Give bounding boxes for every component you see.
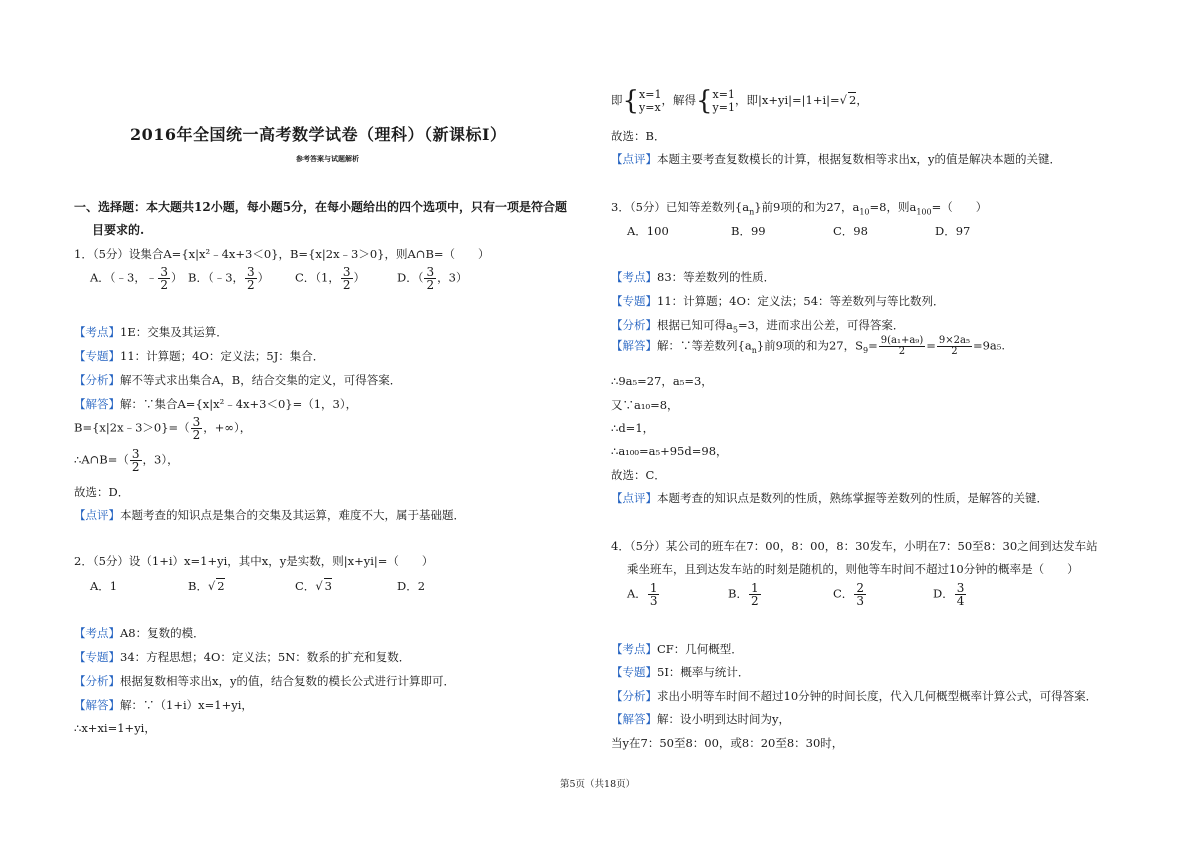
q1-option-a-close: ） — [171, 270, 183, 285]
q1-jieda3-fraction — [130, 448, 142, 473]
q3-stem — [611, 199, 987, 216]
q1-jieda-text: 解：∵集合A={x|x²﹣4x+3＜0}=（1，3）， — [120, 397, 358, 411]
q3-option-b: B．99 — [731, 224, 766, 238]
q1-option-b-text: B．（﹣3， — [188, 270, 245, 285]
tag-dianping: 【点评】 — [74, 508, 120, 522]
tag-jieda: 【解答】 — [74, 397, 120, 411]
q2-jieda-text: 解：∵（1+i）x=1+yi， — [120, 698, 253, 712]
q1-option-a-fraction — [158, 266, 170, 291]
q4-option-c-fraction — [854, 582, 866, 607]
q2-dianping-text: 本题主要考查复数模长的计算，根据复数相等求出x，y的值是解决本题的关键． — [657, 152, 1061, 166]
q3-stem-sub3: 100 — [916, 207, 932, 217]
q2-option-b: B．√ 2 — [188, 579, 225, 593]
q3-jieda-end: =9a₅. — [972, 338, 1006, 353]
frac-denominator: 2 — [131, 460, 140, 474]
q1-jieda2-pre: B={x|2x﹣3＞0}=（ — [74, 420, 190, 435]
q1-option-c-text: C．（1， — [295, 270, 340, 285]
q3-dianping — [611, 490, 1048, 506]
q3-jieda-fraction-1 — [879, 336, 926, 357]
q4-option-d-label: D． — [933, 586, 954, 601]
q4-jieda-text: 解：设小明到达时间为y， — [657, 712, 790, 726]
q4-kaodian-text: CF：几何概型． — [657, 642, 743, 656]
frac-numerator: 3 — [160, 265, 169, 279]
frac-numerator: 3 — [131, 447, 140, 461]
q1-option-d — [397, 266, 467, 291]
q1-option-b — [188, 266, 269, 291]
tag-jieda: 【解答】 — [74, 698, 120, 712]
q3-fenxi-b: =3，进而求出公差，可得答案． — [737, 318, 905, 332]
q1-zhuanti-text: 11：计算题；4O：定义法；5J：集合． — [120, 349, 325, 363]
q1-zhuanti — [74, 348, 324, 364]
q3-jieda: 【解答】解：∵等差数列$\{a_n\}$前9项的和为27，$S_9=$ $\frac{\text{9(a₁+a₉)}}{2}$ = $\frac{\text{9×2a₅}}{2}$ =9a₅. — [611, 335, 1006, 357]
q4-kaodian — [611, 641, 743, 657]
tag-fenxi: 【分析】 — [74, 373, 120, 387]
q3-zhuanti-text: 11：计算题；4O：定义法；54：等差数列与等比数列． — [657, 294, 945, 308]
q2-option-c-label: C． — [295, 579, 316, 593]
section-heading-cont: 目要求的. — [92, 223, 145, 237]
q2-option-b-label: B． — [188, 579, 208, 593]
q4-stem-line1: 4．（5分）某公司的班车在7：00，8：00，8：30发车，小明在7：50至8：30之间到达发车站 — [611, 539, 1098, 553]
q4-option-d-fraction — [955, 582, 967, 607]
q3-option-c: C．98 — [833, 224, 868, 238]
q2-system-1 — [639, 88, 661, 114]
q1-jieda3-post: ，3）， — [142, 452, 179, 467]
frac-numerator: 3 — [426, 265, 435, 279]
q1-dianping-text: 本题考查的知识点是集合的交集及其运算，难度不大，属于基础题． — [120, 508, 465, 522]
tag-kaodian: 【考点】 — [611, 270, 657, 284]
q3-stem-d: =（ ） — [931, 200, 988, 214]
q1-fenxi-text: 解不等式求出集合A，B，结合交集的定义，可得答案． — [120, 373, 402, 387]
q1-answer: 故选：D． — [74, 485, 130, 499]
q3-fenxi — [611, 317, 904, 334]
q1-kaodian-text: 1E：交集及其运算． — [120, 325, 228, 339]
tag-zhuanti: 【专题】 — [611, 294, 657, 308]
q1-option-b-fraction — [245, 266, 257, 291]
q4-option-c-label: C． — [833, 586, 854, 601]
q2-jieda — [74, 697, 253, 713]
frac-denominator: 4 — [956, 594, 965, 608]
q2-option-d: D．2 — [397, 579, 426, 593]
q1-option-b-close: ） — [257, 270, 270, 285]
frac-denominator: 2 — [247, 278, 255, 292]
q1-stem: 1．（5分）设集合A={x|x²﹣4x+3＜0}，B={x|2x﹣3＞0}，则A∩B=（ ） — [74, 247, 490, 261]
q1-fenxi — [74, 372, 401, 388]
q1-jieda3-pre: ∴A∩B=（ — [74, 452, 129, 467]
q1-option-a — [90, 266, 183, 291]
q1-option-d-post: ，3） — [437, 270, 468, 285]
q2-stem: 2．（5分）设（1+i）x=1+yi，其中x，y是实数，则|x+yi|=（ ） — [74, 554, 434, 568]
q2-zhuanti — [74, 649, 410, 665]
tag-zhuanti: 【专题】 — [74, 349, 120, 363]
tag-kaodian: 【考点】 — [74, 325, 120, 339]
q2-cont-pre: 即 — [611, 93, 623, 107]
q2-cont-post: ，即|x+yi|=|1+i|= — [734, 93, 840, 107]
frac-denominator: 2 — [898, 346, 906, 357]
q3-line2: ∴9a₅=27，a₅=3， — [611, 374, 713, 388]
q2-option-c: C．√ 3 — [295, 579, 332, 593]
q3-jieda-sub2: 9 — [863, 345, 869, 355]
tag-fenxi: 【分析】 — [611, 318, 657, 332]
q4-option-d — [933, 582, 967, 607]
q3-option-a: A．100 — [627, 224, 669, 238]
q3-stem-sub1: n — [749, 207, 755, 217]
page-subtitle: 参考答案与试题解析 — [296, 154, 359, 163]
q1-jieda-line2 — [74, 416, 251, 441]
frac-numerator: 3 — [247, 265, 255, 279]
frac-numerator: 9(a₁+a₉) — [880, 335, 924, 346]
frac-denominator: 3 — [649, 594, 658, 608]
q4-option-a — [627, 582, 660, 607]
frac-denominator: 2 — [160, 278, 169, 292]
q3-line5: ∴a₁₀₀=a₅+95d=98， — [611, 444, 728, 458]
q3-line4: ∴d=1， — [611, 421, 655, 435]
q2-option-a: A．1 — [90, 579, 118, 593]
q3-kaodian — [611, 269, 775, 285]
q1-dianping — [74, 507, 465, 523]
q4-fenxi-text: 求出小明等车时间不超过10分钟的时间长度，代入几何概型概率计算公式，可得答案． — [657, 689, 1098, 703]
q1-option-c-close: ） — [353, 270, 366, 285]
q1-jieda2-fraction — [191, 416, 203, 441]
q2-sys2-eq1: x=1 — [712, 88, 735, 101]
frac-numerator: 2 — [856, 581, 864, 595]
q3-stem-sub2: 10 — [859, 207, 870, 217]
q3-fenxi-a: 根据已知可得a — [657, 318, 733, 332]
tag-zhuanti: 【专题】 — [611, 665, 657, 679]
page-footer: 第5页（共18页） — [560, 779, 636, 790]
brace-icon: { — [695, 86, 713, 116]
q3-dianping-text: 本题考查的知识点是数列的性质，熟练掌握等差数列的性质，是解答的关键． — [657, 491, 1048, 505]
q1-option-d-fraction — [424, 266, 436, 291]
q2-cont-end: ， — [856, 93, 868, 107]
q1-kaodian — [74, 324, 228, 340]
q2-system-2 — [713, 88, 735, 114]
q3-answer: 故选：C． — [611, 468, 666, 482]
frac-denominator: 2 — [750, 594, 759, 608]
q3-stem-c: =8，则a — [869, 200, 917, 214]
q2-answer: 故选：B． — [611, 129, 666, 143]
q2-cont-radicand: 2 — [848, 93, 857, 107]
frac-denominator: 2 — [951, 346, 958, 357]
q2-jieda-line2: ∴x+xi=1+yi， — [74, 721, 156, 735]
q1-option-d-text: D．（ — [397, 270, 424, 285]
q4-option-b-label: B． — [728, 586, 748, 601]
q3-fenxi-sub: 5 — [732, 325, 738, 335]
q4-option-b-fraction — [749, 582, 761, 607]
tag-zhuanti: 【专题】 — [74, 650, 120, 664]
q2-dianping — [611, 151, 1061, 167]
frac-denominator: 2 — [426, 278, 435, 292]
q4-zhuanti — [611, 664, 749, 680]
q2-cont-mid: ，解得 — [661, 93, 696, 107]
page-title: 2016年全国统一高考数学试卷（理科）（新课标Ⅰ） — [130, 125, 507, 144]
tag-dianping: 【点评】 — [611, 152, 657, 166]
q3-option-d: D．97 — [935, 224, 971, 238]
frac-numerator: 1 — [750, 581, 759, 595]
tag-dianping: 【点评】 — [611, 491, 657, 505]
q1-option-c-fraction — [341, 266, 353, 291]
frac-denominator: 2 — [342, 278, 351, 292]
frac-denominator: 3 — [856, 594, 864, 608]
q1-jieda2-post: ，+∞）， — [203, 420, 252, 435]
q1-option-c — [295, 266, 365, 291]
frac-numerator: 3 — [342, 265, 351, 279]
q2-kaodian-text: A8：复数的模． — [120, 626, 205, 640]
q3-stem-a: 3．（5分）已知等差数列{a — [611, 200, 750, 214]
tag-jieda: 【解答】 — [611, 712, 657, 726]
q2-fenxi-text: 根据复数相等求出x，y的值，结合复数的模长公式进行计算即可． — [120, 674, 455, 688]
q4-option-b — [728, 582, 762, 607]
q2-cont-line: 即{ x=1 y=x ，解得{ x=1 y=1 ，即|x+yi|=|1+i|=√ 2， — [611, 86, 868, 116]
q3-jieda-b: }前9项的和为27，S — [756, 338, 863, 353]
q2-option-c-radicand: 3 — [324, 579, 332, 593]
frac-numerator: 9×2a₅ — [938, 335, 970, 346]
q1-jieda — [74, 396, 357, 412]
section-heading: 一、选择题：本大题共12小题，每小题5分，在每小题给出的四个选项中，只有一项是符合题 — [74, 200, 568, 214]
frac-numerator: 3 — [956, 581, 965, 595]
q2-kaodian — [74, 625, 205, 641]
q2-fenxi — [74, 673, 455, 689]
q3-kaodian-text: 83：等差数列的性质． — [657, 270, 776, 284]
q1-jieda-line3 — [74, 448, 179, 473]
q2-zhuanti-text: 34：方程思想；4O：定义法；5N：数系的扩充和复数． — [120, 650, 411, 664]
q3-jieda-fraction-2 — [937, 336, 972, 357]
frac-denominator: 2 — [192, 428, 201, 442]
q2-sys1-eq2: y=x — [639, 101, 661, 114]
q4-jieda — [611, 711, 790, 727]
q3-jieda-sub: n — [751, 345, 757, 355]
q4-fenxi — [611, 688, 1097, 704]
q4-stem-line2: 乘坐班车，且到达发车站的时刻是随机的，则他等车时间不超过10分钟的概率是（ ） — [627, 562, 1079, 576]
q4-option-c — [833, 582, 867, 607]
q4-zhuanti-text: 5I：概率与统计． — [657, 665, 750, 679]
q2-sys1-eq1: x=1 — [639, 88, 662, 101]
q1-option-a-text: A．（﹣3，﹣ — [90, 270, 158, 285]
frac-numerator: 1 — [649, 581, 658, 595]
q2-sys2-eq2: y=1 — [712, 101, 735, 114]
tag-kaodian: 【考点】 — [74, 626, 120, 640]
q2-option-b-radicand: 2 — [217, 579, 225, 593]
tag-jieda: 【解答】 — [611, 338, 657, 353]
tag-kaodian: 【考点】 — [611, 642, 657, 656]
tag-fenxi: 【分析】 — [611, 689, 657, 703]
q3-line3: 又∵a₁₀=8， — [611, 398, 679, 412]
q4-line2: 当y在7：50至8：00，或8：20至8：30时， — [611, 736, 844, 750]
frac-numerator: 3 — [192, 415, 201, 429]
tag-fenxi: 【分析】 — [74, 674, 120, 688]
q3-zhuanti — [611, 293, 945, 309]
q4-option-a-label: A． — [627, 586, 647, 601]
q3-jieda-eq: = — [868, 338, 878, 353]
q3-stem-b: }前9项的和为27，a — [754, 200, 860, 214]
q3-jieda-a: 解：∵等差数列{a — [657, 338, 752, 353]
brace-icon: { — [622, 86, 640, 116]
q4-option-a-fraction — [648, 582, 660, 607]
